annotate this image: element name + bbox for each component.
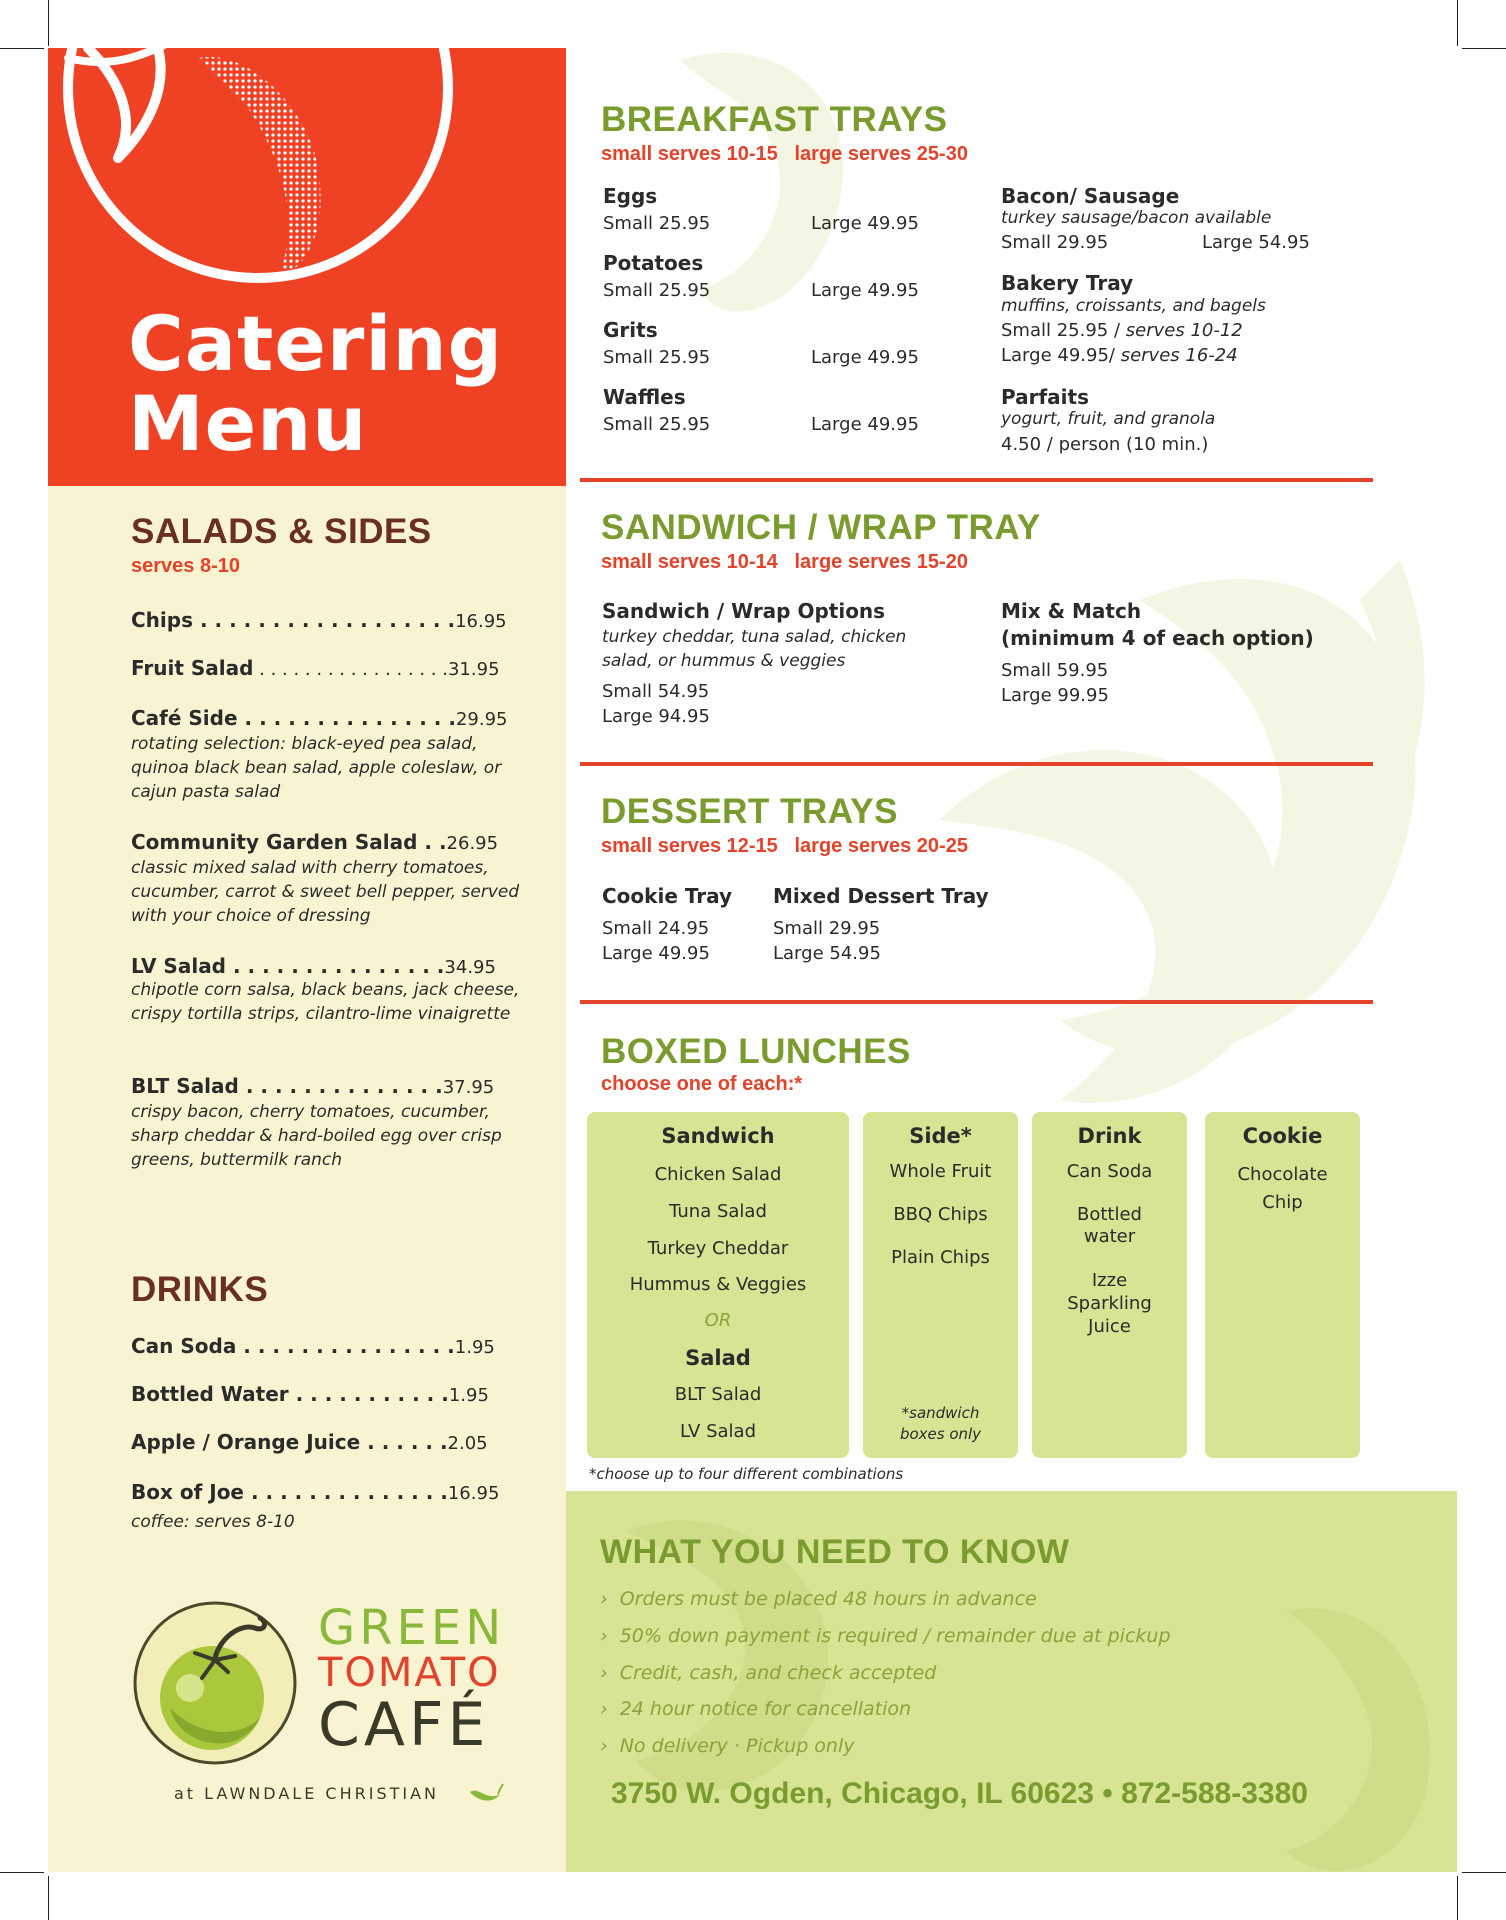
bacon-sausage-name: Bacon/ Sausage: [1001, 184, 1180, 208]
sandwich-options-desc: turkey cheddar, tuna salad, chicken salad, or hummus & veggies: [602, 627, 907, 671]
logo-word-cafe: CAFÉ: [318, 1690, 490, 1760]
crop-mark: [1462, 48, 1506, 49]
parfaits-name: Parfaits: [1001, 385, 1089, 409]
green-tomato-logo-icon: [130, 1598, 300, 1768]
menu-item-lv-salad: LV Salad . . . . . . . . . . . . . . .34.95: [131, 954, 496, 978]
box-option: Can Soda: [1066, 1161, 1153, 1182]
box-or: OR: [704, 1310, 732, 1331]
breakfast-item-large: Large 49.95: [811, 280, 919, 301]
section-divider: [580, 478, 1373, 482]
breakfast-item-small: Small 25.95: [603, 347, 711, 368]
box-option: BLT Salad: [674, 1384, 762, 1405]
bakery-tray-name: Bakery Tray: [1001, 271, 1134, 295]
menu-item-juice: Apple / Orange Juice . . . . . .2.05: [131, 1430, 488, 1454]
breakfast-item-small: Small 25.95: [603, 280, 711, 301]
breakfast-item-large: Large 49.95: [811, 347, 919, 368]
box-side: [863, 1112, 1018, 1458]
box-salad-heading: Salad: [685, 1346, 751, 1370]
mixed-dessert-large: Large 54.95: [773, 943, 881, 964]
menu-item-fruit-salad: Fruit Salad . . . . . . . . . . . . . . . . .31.95: [131, 656, 500, 680]
crop-mark: [0, 1872, 44, 1873]
drinks-heading: DRINKS: [131, 1270, 269, 1309]
sandwich-options-large: Large 94.95: [602, 706, 710, 727]
box-option: Bottled: [1077, 1204, 1142, 1225]
pepper-icon: [468, 1782, 504, 1806]
breakfast-item-small: Small 25.95: [603, 414, 711, 435]
know-item: › No delivery · Pickup only: [600, 1735, 855, 1757]
menu-item-desc: crispy bacon, cherry tomatoes, cucumber, sharp cheddar & hard-boiled egg over crisp greens, buttermilk ranch: [131, 1102, 502, 1170]
cookie-tray-large: Large 49.95: [602, 943, 710, 964]
box-option: Izze: [1091, 1270, 1128, 1291]
box-option: BBQ Chips: [893, 1204, 988, 1225]
title-line-catering: Catering: [128, 299, 503, 388]
title-panel: [48, 48, 566, 486]
menu-item-desc: classic mixed salad with cherry tomatoes, cucumber, carrot & sweet bell pepper, served with your choice of dressing: [131, 858, 520, 926]
box-option: Chocolate: [1237, 1164, 1328, 1185]
salads-serves: serves 8-10: [131, 555, 240, 577]
crop-mark: [48, 1876, 49, 1920]
menu-item-can-soda: Can Soda . . . . . . . . . . . . . . .1.95: [131, 1334, 495, 1358]
box-cookie-heading: Cookie: [1242, 1124, 1323, 1148]
crop-mark: [0, 48, 44, 49]
cookie-tray-small: Small 24.95: [602, 918, 710, 939]
know-item: › Orders must be placed 48 hours in advance: [600, 1588, 1037, 1610]
logo-word-tomato: TOMATO: [318, 1650, 501, 1696]
know-item: › Credit, cash, and check accepted: [600, 1662, 937, 1684]
logo-tagline: at LAWNDALE CHRISTIAN: [174, 1784, 439, 1803]
box-option: Juice: [1088, 1316, 1131, 1337]
breakfast-item-name: Waffles: [603, 385, 686, 409]
boxed-heading: BOXED LUNCHES: [601, 1032, 911, 1071]
parfaits-price: 4.50 / person (10 min.): [1001, 434, 1209, 455]
contact-address: 3750 W. Ogden, Chicago, IL 60623 • 872-588-3380: [611, 1777, 1308, 1810]
salads-heading: SALADS & SIDES: [131, 512, 432, 551]
tomato-icon: [48, 48, 566, 298]
mixed-dessert-small: Small 29.95: [773, 918, 881, 939]
breakfast-heading: BREAKFAST TRAYS: [601, 100, 948, 139]
menu-item-box-of-joe: Box of Joe . . . . . . . . . . . . . .16.95: [131, 1480, 500, 1504]
logo-word-green: GREEN: [318, 1600, 506, 1656]
box-option: Tuna Salad: [669, 1201, 767, 1222]
breakfast-item-name: Eggs: [603, 184, 658, 208]
boxed-sub: choose one of each:*: [601, 1073, 803, 1095]
box-option: Chip: [1262, 1192, 1303, 1213]
mix-match-minimum: (minimum 4 of each option): [1001, 626, 1314, 650]
know-item: › 24 hour notice for cancellation: [600, 1698, 912, 1720]
menu-item-chips: Chips . . . . . . . . . . . . . . . . . .16.95: [131, 608, 507, 632]
box-option: Hummus & Veggies: [629, 1274, 807, 1295]
mix-match-name: Mix & Match: [1001, 599, 1142, 623]
menu-item-desc: rotating selection: black-eyed pea salad, quinoa black bean salad, apple coleslaw, or cajun pasta salad: [131, 734, 502, 802]
mix-match-small: Small 59.95: [1001, 660, 1109, 681]
box-side-note: *sandwich: [901, 1404, 980, 1422]
box-option: LV Salad: [680, 1421, 756, 1442]
section-divider: [580, 762, 1373, 766]
box-option: Whole Fruit: [889, 1161, 992, 1182]
breakfast-item-small: Small 25.95: [603, 213, 711, 234]
box-option: water: [1083, 1226, 1136, 1247]
breakfast-item-large: Large 49.95: [811, 213, 919, 234]
mix-match-large: Large 99.95: [1001, 685, 1109, 706]
menu-item-blt-salad: BLT Salad . . . . . . . . . . . . . .37.95: [131, 1074, 495, 1098]
dessert-serves: small serves 12-15 large serves 20-25: [601, 835, 968, 857]
sandwich-options-small: Small 54.95: [602, 681, 710, 702]
bakery-tray-small: Small 25.95 / serves 10-12: [1001, 320, 1243, 341]
bakery-tray-desc: muffins, croissants, and bagels: [1001, 296, 1266, 316]
box-side-note: boxes only: [899, 1425, 982, 1443]
breakfast-item-name: Grits: [603, 318, 658, 342]
section-divider: [580, 1000, 1373, 1004]
crop-mark: [1457, 1876, 1458, 1920]
menu-item-bottled-water: Bottled Water . . . . . . . . . . .1.95: [131, 1382, 489, 1406]
box-option: Sparkling: [1067, 1293, 1152, 1314]
breakfast-item-name: Potatoes: [603, 251, 704, 275]
know-heading: WHAT YOU NEED TO KNOW: [600, 1533, 1070, 1571]
breakfast-serves: small serves 10-15 large serves 25-30: [601, 143, 968, 165]
box-drink-heading: Drink: [1077, 1124, 1142, 1148]
boxed-footnote: *choose up to four different combinations: [589, 1465, 904, 1483]
dessert-heading: DESSERT TRAYS: [601, 792, 898, 831]
bakery-tray-large: Large 49.95/ serves 16-24: [1001, 345, 1238, 366]
box-option: Plain Chips: [891, 1247, 990, 1268]
sandwich-options-name: Sandwich / Wrap Options: [602, 599, 886, 623]
box-side-heading: Side*: [909, 1124, 972, 1148]
breakfast-item-large: Large 49.95: [811, 414, 919, 435]
crop-mark: [1462, 1872, 1506, 1873]
sandwich-serves: small serves 10-14 large serves 15-20: [601, 551, 968, 573]
parfaits-desc: yogurt, fruit, and granola: [1001, 409, 1216, 429]
box-sandwich-heading: Sandwich: [661, 1124, 775, 1148]
menu-item-desc: coffee: serves 8-10: [131, 1512, 295, 1532]
menu-item-community-garden-salad: Community Garden Salad . .26.95: [131, 830, 499, 854]
box-cookie: [1205, 1112, 1360, 1458]
box-option: Chicken Salad: [654, 1164, 782, 1185]
bacon-sausage-desc: turkey sausage/bacon available: [1001, 208, 1272, 228]
page-title: [128, 299, 503, 468]
title-line-menu: Menu: [128, 379, 368, 468]
box-drink: [1032, 1112, 1187, 1458]
know-item: › 50% down payment is required / remainder due at pickup: [600, 1625, 1171, 1647]
sandwich-heading: SANDWICH / WRAP TRAY: [601, 508, 1041, 547]
crop-mark: [48, 0, 49, 46]
bacon-sausage-small: Small 29.95: [1001, 232, 1109, 253]
mixed-dessert-name: Mixed Dessert Tray: [773, 884, 989, 908]
box-sandwich: [587, 1112, 849, 1458]
bacon-sausage-large: Large 54.95: [1202, 232, 1310, 253]
cookie-tray-name: Cookie Tray: [602, 884, 733, 908]
menu-item-cafe-side: Café Side . . . . . . . . . . . . . . .29.95: [131, 706, 508, 730]
menu-item-desc: chipotle corn salsa, black beans, jack cheese, crispy tortilla strips, cilantro-lime vinaigrette: [131, 980, 520, 1024]
box-option: Turkey Cheddar: [647, 1238, 789, 1259]
